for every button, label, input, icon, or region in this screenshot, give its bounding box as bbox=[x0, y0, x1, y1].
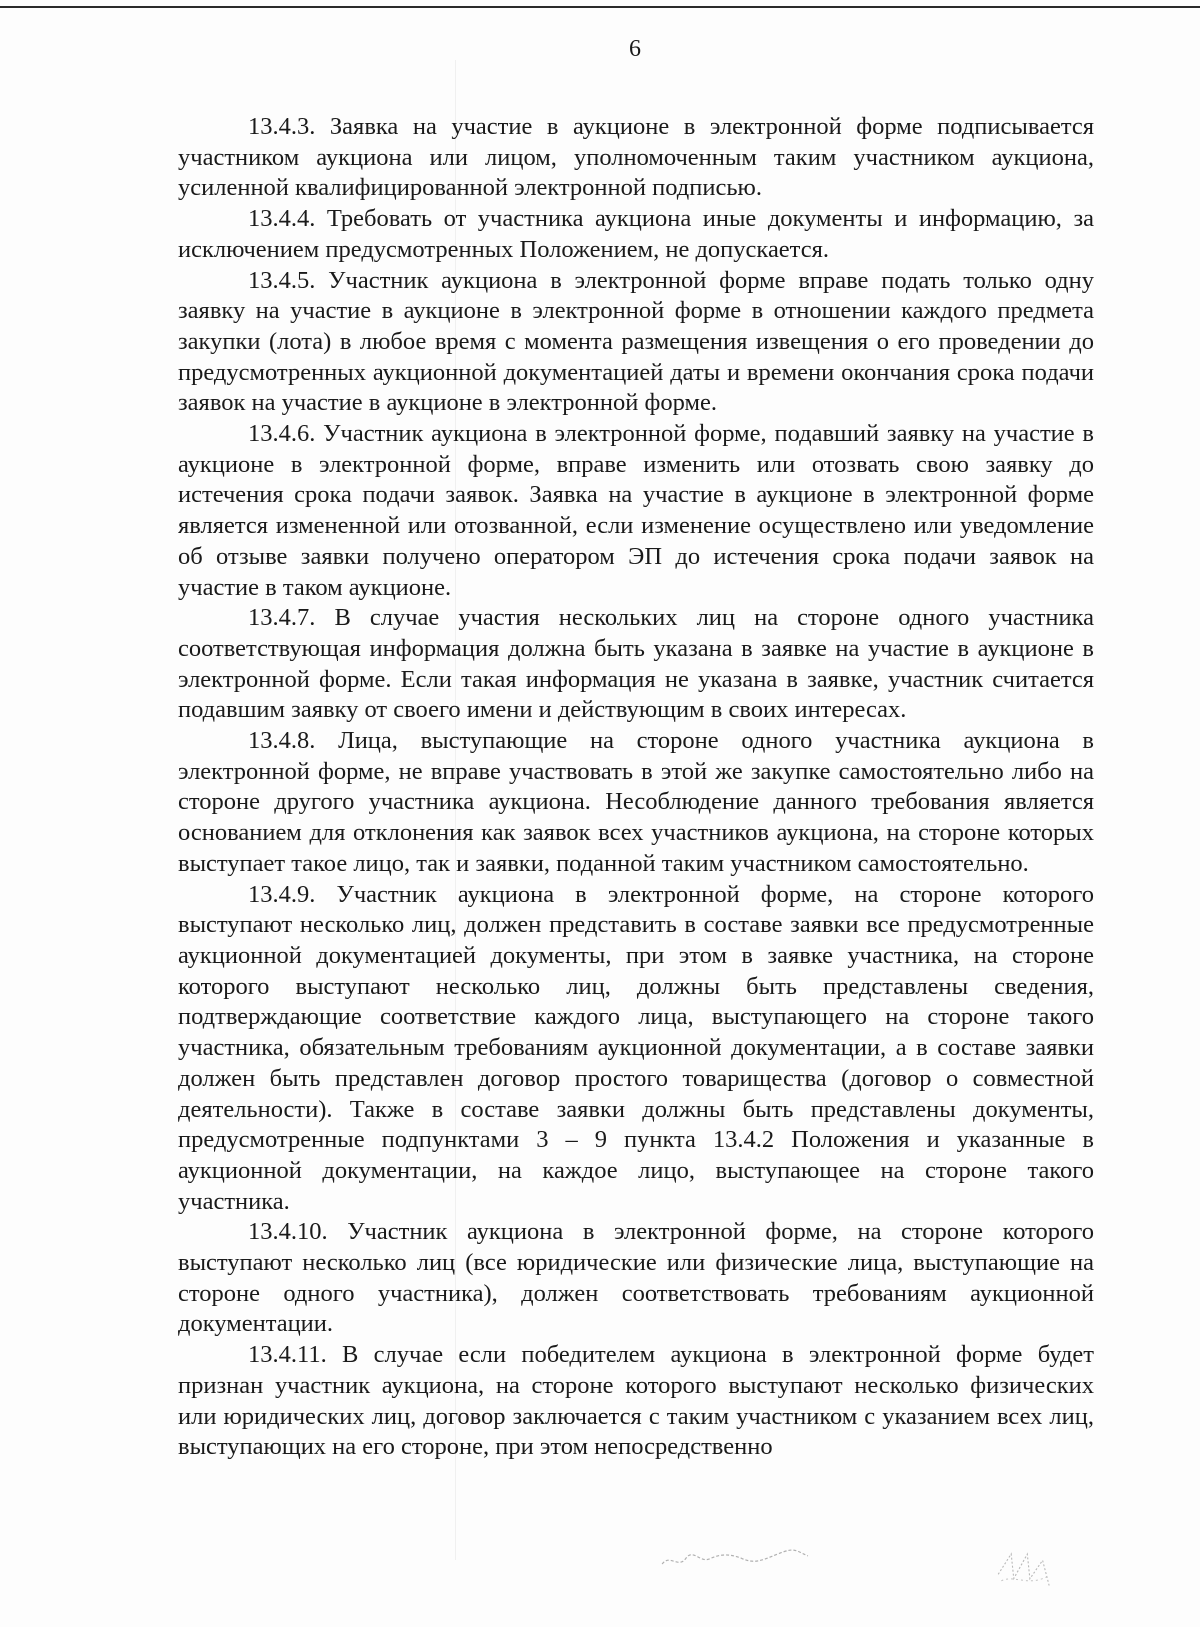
initials-scribble-icon bbox=[659, 1540, 810, 1574]
paragraph-13-4-10: 13.4.10. Участник аукциона в электронной форме, на стороне которого выступают несколько лиц (все юридические или физические лица, выступающие на стороне одного участника), должен соответствовать требованиям аукционной документации. bbox=[178, 1218, 1094, 1338]
faint-signature-mark bbox=[992, 1544, 1058, 1597]
paragraph-13-4-11: 13.4.11. В случае если победителем аукциона в электронной форме будет признан участник аукциона, на стороне которого выступают несколько физических или юридических лиц, договор заключается с таким участником с указанием всех лиц, выступающих на его стороне, при этом непосредственно bbox=[178, 1341, 1094, 1461]
faint-initials-mark bbox=[659, 1540, 811, 1579]
paragraph-13-4-3: 13.4.3. Заявка на участие в аукционе в электронной форме подписывается участником аукциона или лицом, уполномоченным таким участником аукциона, усиленной квалифицированной электронной подписью. bbox=[178, 113, 1094, 202]
signature-scribble-icon bbox=[993, 1544, 1058, 1592]
paragraph-13-4-4: 13.4.4. Требовать от участника аукциона иные документы и информацию, за исключением предусмотренных Положением, не допускается. bbox=[178, 205, 1094, 263]
document-body bbox=[178, 112, 1094, 1463]
paragraph-13-4-6: 13.4.6. Участник аукциона в электронной форме, подавший заявку на участие в аукционе в электронной форме, вправе изменить или отозвать свою заявку до истечения срока подачи заявок. Заявка на участие в аукционе в электронной форме является измененной или отозванной, если изменение осуществлено или уведомление об отзыве заявки получено оператором ЭП до истечения срока подачи заявок на участие в таком аукционе. bbox=[178, 420, 1094, 601]
paragraph-13-4-8: 13.4.8. Лица, выступающие на стороне одного участника аукциона в электронной форме, не вправе участвовать в этой же закупке самостоятельно либо на стороне другого участника аукциона. Несоблюдение данного требования является основанием для отклонения как заявок всех участников аукциона, на стороне которых выступает такое лицо, так и заявки, поданной таким участником самостоятельно. bbox=[178, 727, 1094, 877]
page-number: 6 bbox=[629, 36, 641, 62]
page-top-border bbox=[0, 6, 1200, 8]
paragraph-13-4-9: 13.4.9. Участник аукциона в электронной форме, на стороне которого выступают несколько лиц, должен представить в составе заявки все предусмотренные аукционной документацией документы, при этом в заявке участника, на стороне которого выступают несколько лиц, должны быть представлены сведения, подтверждающие соответствие каждого лица, выступающего на стороне такого участника, обязательным требованиям аукционной документации, а в составе заявки должен быть представлен договор простого товарищества (договор о совместной деятельности). Также в составе заявки должны быть представлены документы, предусмотренные подпунктами 3 – 9 пункта 13.4.2 Положения и указанные в аукционной документации, на каждое лицо, выступающее на стороне такого участника. bbox=[178, 880, 1094, 1215]
paragraph-13-4-5: 13.4.5. Участник аукциона в электронной форме вправе подать только одну заявку на участие в аукционе в электронной форме в отношении каждого предмета закупки (лота) в любое время с момента размещения извещения о его проведении до предусмотренных аукционной документацией даты и времени окончания срока подачи заявок на участие в аукционе в электронной форме. bbox=[178, 266, 1094, 417]
paragraph-13-4-7: 13.4.7. В случае участия нескольких лиц на стороне одного участника соответствующая информация должна быть указана в заявке на участие в аукционе в электронной форме. Если такая информация не указана в заявке, участник считается подавшим заявку от своего имени и действующим в своих интересах. bbox=[178, 604, 1094, 724]
